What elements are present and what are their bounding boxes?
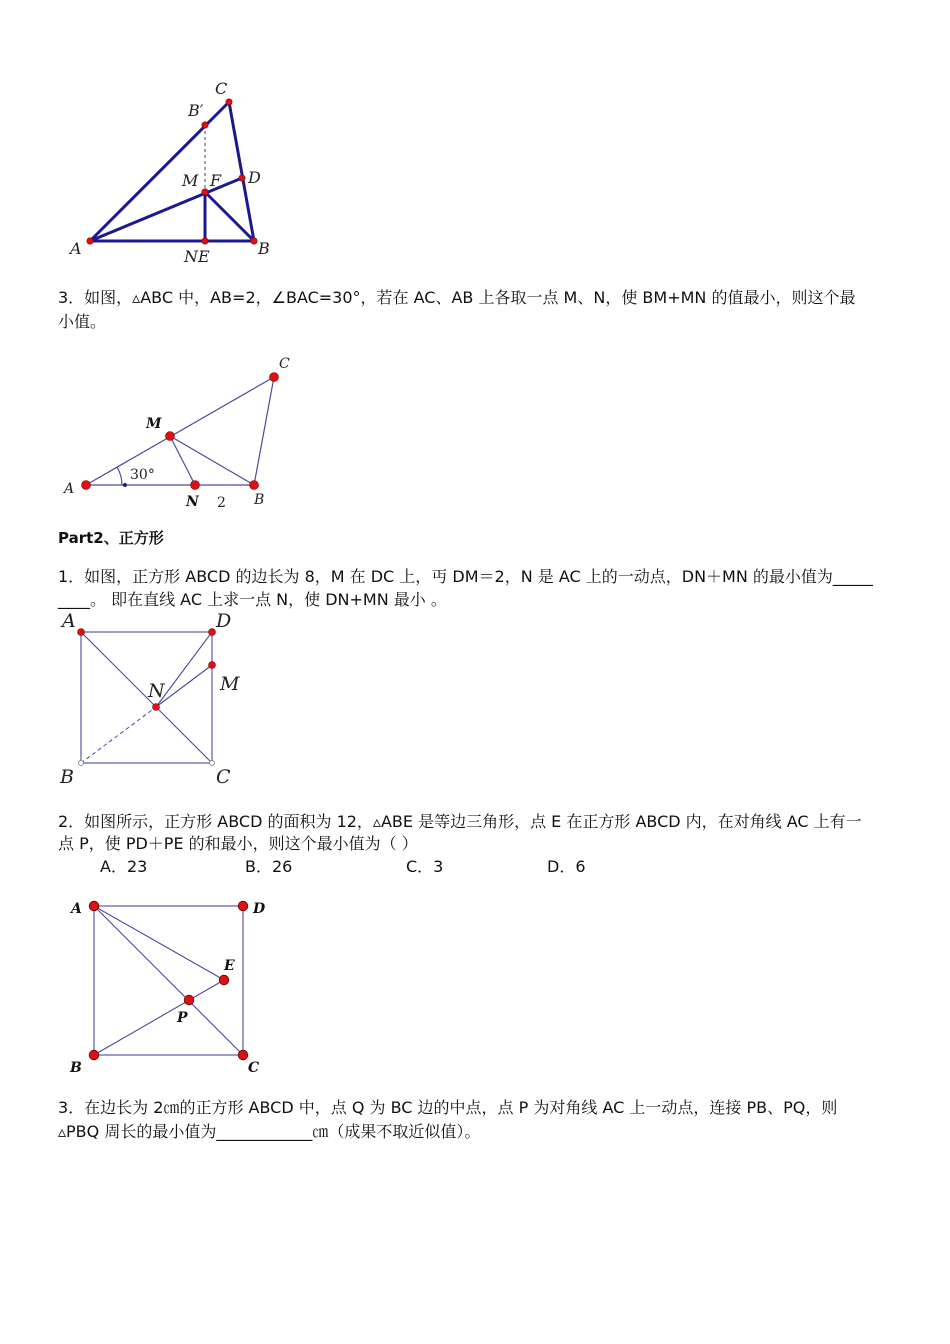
label-B: B	[70, 1060, 82, 1076]
label-B: B	[254, 492, 265, 508]
label-M: M	[220, 673, 240, 695]
question-1-line-2: ____。 即在直线 AC 上求一点 N，使 DN+MN 最小 。	[58, 590, 447, 609]
label-C: C	[279, 356, 290, 372]
label-C: C	[215, 79, 228, 98]
label-B-prime: B′	[188, 101, 204, 120]
figure-triangle-30deg	[60, 350, 320, 515]
question-3b-line-1: 3．在边长为 2㎝的正方形 ABCD 中，点 Q 为 BC 边的中点，点 P 为对角线 AC 上一动点，连接 PB、PQ，则	[58, 1098, 838, 1117]
label-A: A	[70, 239, 82, 258]
question-3-line-2: 小值。	[58, 312, 107, 331]
label-N: N	[186, 494, 199, 510]
label-D: D	[248, 168, 261, 187]
label-C: C	[248, 1060, 260, 1076]
label-M: M	[146, 416, 162, 432]
figure-square-abcd-e	[60, 890, 280, 1080]
question-3-line-1: 3．如图，▵ABC 中，AB=2，∠BAC=30°，若在 AC、AB 上各取一点 M、N，使 BM+MN 的值最小，则这个最	[58, 288, 856, 307]
option-c[interactable]: C．3	[406, 857, 444, 876]
label-N: N	[148, 680, 165, 702]
question-2-line-1: 2．如图所示，正方形 ABCD 的面积为 12，▵ABE 是等边三角形，点 E 在正方形 ABCD 内，在对角线 AC 上有一	[58, 812, 862, 831]
label-A: A	[71, 901, 82, 917]
question-1-line-1: 1．如图，正方形 ABCD 的边长为 8，M 在 DC 上，丏 DM＝2，N 是 AC 上的一动点，DN＋MN 的最小值为_____	[58, 567, 873, 586]
label-D: D	[253, 901, 266, 917]
label-M: M	[182, 171, 199, 190]
label-A: A	[62, 610, 76, 632]
option-a[interactable]: A．23	[100, 857, 148, 876]
figure-triangle-reflection	[60, 75, 320, 270]
section-title: Part2、正方形	[58, 529, 164, 547]
label-NE: NE	[184, 247, 210, 266]
option-b[interactable]: B．26	[245, 857, 293, 876]
label-B: B	[60, 766, 74, 788]
question-3b-line-2: ▵PBQ 周长的最小值为____________㎝（成果不取近似值）。	[58, 1122, 481, 1141]
label-F: F	[210, 171, 222, 190]
option-d[interactable]: D．6	[547, 857, 586, 876]
label-C: C	[216, 766, 231, 788]
label-D: D	[216, 610, 232, 632]
label-length-2: 2	[217, 495, 226, 511]
label-P: P	[177, 1010, 188, 1026]
question-2-line-2: 点 P，使 PD＋PE 的和最小，则这个最小值为（ ）	[58, 834, 418, 853]
label-B: B	[258, 239, 270, 258]
label-E: E	[224, 958, 235, 974]
figure-square-abcd-m	[55, 605, 255, 795]
label-A: A	[64, 481, 75, 497]
label-angle-30: 30°	[130, 467, 155, 483]
